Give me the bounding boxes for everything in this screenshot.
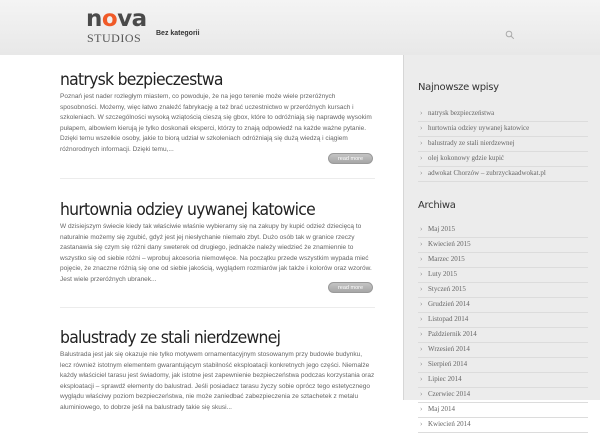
post-excerpt: Poznań jest nader rozległym miastem, co powoduje, że na jego terenie może wiele przeróżnych sposobności. Możemy, więc łatwo znaleźć fabrykację a też brać uczestnictwo w przeróżnych kursach i szkoleniach. W szczególności wysoką wziątością cieszą się gbox, które to odróżniają się naprawdę wysokim pułapem, albowiem kierują je tylko doskonali eksperci, którzy to znają odpowiedź na każde ważne pytanie. Dzięki temu wszelkie osoby, jakie to biorą udział w szkoleniach odróżniają się dużą wiedzą i ciągiem różnorodnych informacji. Dzięki temu,...	[60, 93, 372, 153]
archive-item[interactable]: › Styczeń 2015	[418, 283, 588, 298]
archive-list	[418, 223, 588, 433]
bullet-icon: ›	[420, 169, 423, 177]
bullet-icon: ›	[420, 390, 423, 398]
bullet-icon: ›	[420, 154, 423, 162]
post-divider	[60, 178, 375, 179]
archive-item[interactable]: › Listopad 2014	[418, 313, 588, 328]
archive-item[interactable]: › Luty 2015	[418, 268, 588, 283]
recent-post-item[interactable]: › adwokat Chorzów – zubrzyckaadwokat.pl	[418, 167, 588, 182]
bullet-icon: ›	[420, 285, 423, 293]
logo-studios: STUDIOS	[87, 31, 142, 45]
recent-post-item[interactable]: › balustrady ze stali nierdzewnej	[418, 137, 588, 152]
bullet-icon: ›	[420, 330, 423, 338]
recent-posts-list	[418, 107, 588, 182]
archive-item[interactable]: › Październik 2014	[418, 328, 588, 343]
archive-item[interactable]: › Kwiecień 2015	[418, 238, 588, 253]
nav-item-bez-kategorii[interactable]: Bez kategorii	[156, 30, 200, 37]
archive-title: Archiwa	[418, 200, 456, 211]
logo-nova	[86, 6, 147, 32]
bullet-icon: ›	[420, 124, 423, 132]
post-title[interactable]: hurtownia odziey uywanej katowice	[60, 200, 315, 220]
search-icon[interactable]	[505, 30, 515, 40]
bullet-icon: ›	[420, 139, 423, 147]
recent-posts-title: Najnowsze wpisy	[418, 82, 499, 93]
archive-item[interactable]: › Marzec 2015	[418, 253, 588, 268]
recent-post-item[interactable]: › natrysk bezpieczeństwa	[418, 107, 588, 122]
post-2	[60, 200, 375, 285]
bullet-icon: ›	[420, 300, 423, 308]
archive-item[interactable]: › Wrzesień 2014	[418, 343, 588, 358]
archive-item[interactable]: › Maj 2015	[418, 223, 588, 238]
post-divider	[60, 307, 375, 308]
bullet-icon: ›	[420, 345, 423, 353]
bullet-icon: ›	[420, 360, 423, 368]
post-title[interactable]: natrysk bezpieczestwa	[60, 70, 223, 90]
bullet-icon: ›	[420, 375, 423, 383]
recent-post-item[interactable]: › olej kokonowy gdzie kupić	[418, 152, 588, 167]
read-more-button[interactable]: read more	[328, 282, 373, 293]
site-logo[interactable]	[86, 6, 150, 50]
bullet-icon: ›	[420, 240, 423, 248]
sidebar	[403, 55, 600, 428]
archive-item[interactable]: › Maj 2014	[418, 403, 588, 418]
post-excerpt: Balustrada jest jak się okazuje nie tylko motywem ornamentacyjnym stosowanym przy budowie budynku, lecz również istotnym elementem gwarantującym stabilność eksploatacji konkretnych jego części. Niemalże każdy właściciel tarasu jest świadomy, jak istotne jest zapewnienie bezpieczeństwa podczas korzystania oraz eksploatacji – sprawdź elementy do balustrad. Jeśli posiadacz tarasu życzy sobie oprócz tego estetycznego wyglądu właściwy poziom bezpieczeństwa, nie może zaniedbać zabezpieczenia ze sztachetek z metalu aluminiowego, to dobrze jeśli na balustrady takie się skusi...	[60, 351, 375, 411]
archive-item[interactable]: › Czerwiec 2014	[418, 388, 588, 403]
archive-item[interactable]: › Lipiec 2014	[418, 373, 588, 388]
bullet-icon: ›	[420, 315, 423, 323]
bullet-icon: ›	[420, 255, 423, 263]
post-1	[60, 70, 375, 155]
post-title[interactable]: balustrady ze stali nierdzewnej	[60, 328, 281, 348]
site-header	[0, 0, 600, 55]
archive-item[interactable]: › Grudzień 2014	[418, 298, 588, 313]
archive-item[interactable]: › Kwiecień 2014	[418, 418, 588, 433]
bullet-icon: ›	[420, 405, 423, 413]
bullet-icon: ›	[420, 420, 423, 428]
archive-item[interactable]: › Sierpień 2014	[418, 358, 588, 373]
main-content	[0, 55, 403, 411]
post-3	[60, 328, 375, 413]
recent-post-item[interactable]: › hurtownia odziey uywanej katowice	[418, 122, 588, 137]
bullet-icon: ›	[420, 109, 423, 117]
post-excerpt: W dzisiejszym świecie kiedy tak właściwie właśnie wybieramy się na zakupy by kupić odzież dziecięcą to naturalnie możemy się zgubić, gdyż jest jej niesłychanie niemało zbyt. Dużo osób tak w granice rzeczy zastanawia się czym się różni dany sweterek od drugiego, jednakże należy wiedzieć że znamiennie to wszystko się od siebie różni – wprobuj akcesoria niemowlęce. Na początku przede wszystkim wypada mieć pojęcie, że znaczne różnią się one od siebie jakością, wyglądem rozmiarów jak także i kolorów oraz wzorów. Jest wiele przeróżnych ubranek...	[60, 223, 372, 283]
bullet-icon: ›	[420, 270, 423, 278]
bullet-icon: ›	[420, 225, 423, 233]
logo-nova-text: nova	[86, 6, 147, 32]
read-more-button[interactable]: read more	[328, 153, 373, 164]
